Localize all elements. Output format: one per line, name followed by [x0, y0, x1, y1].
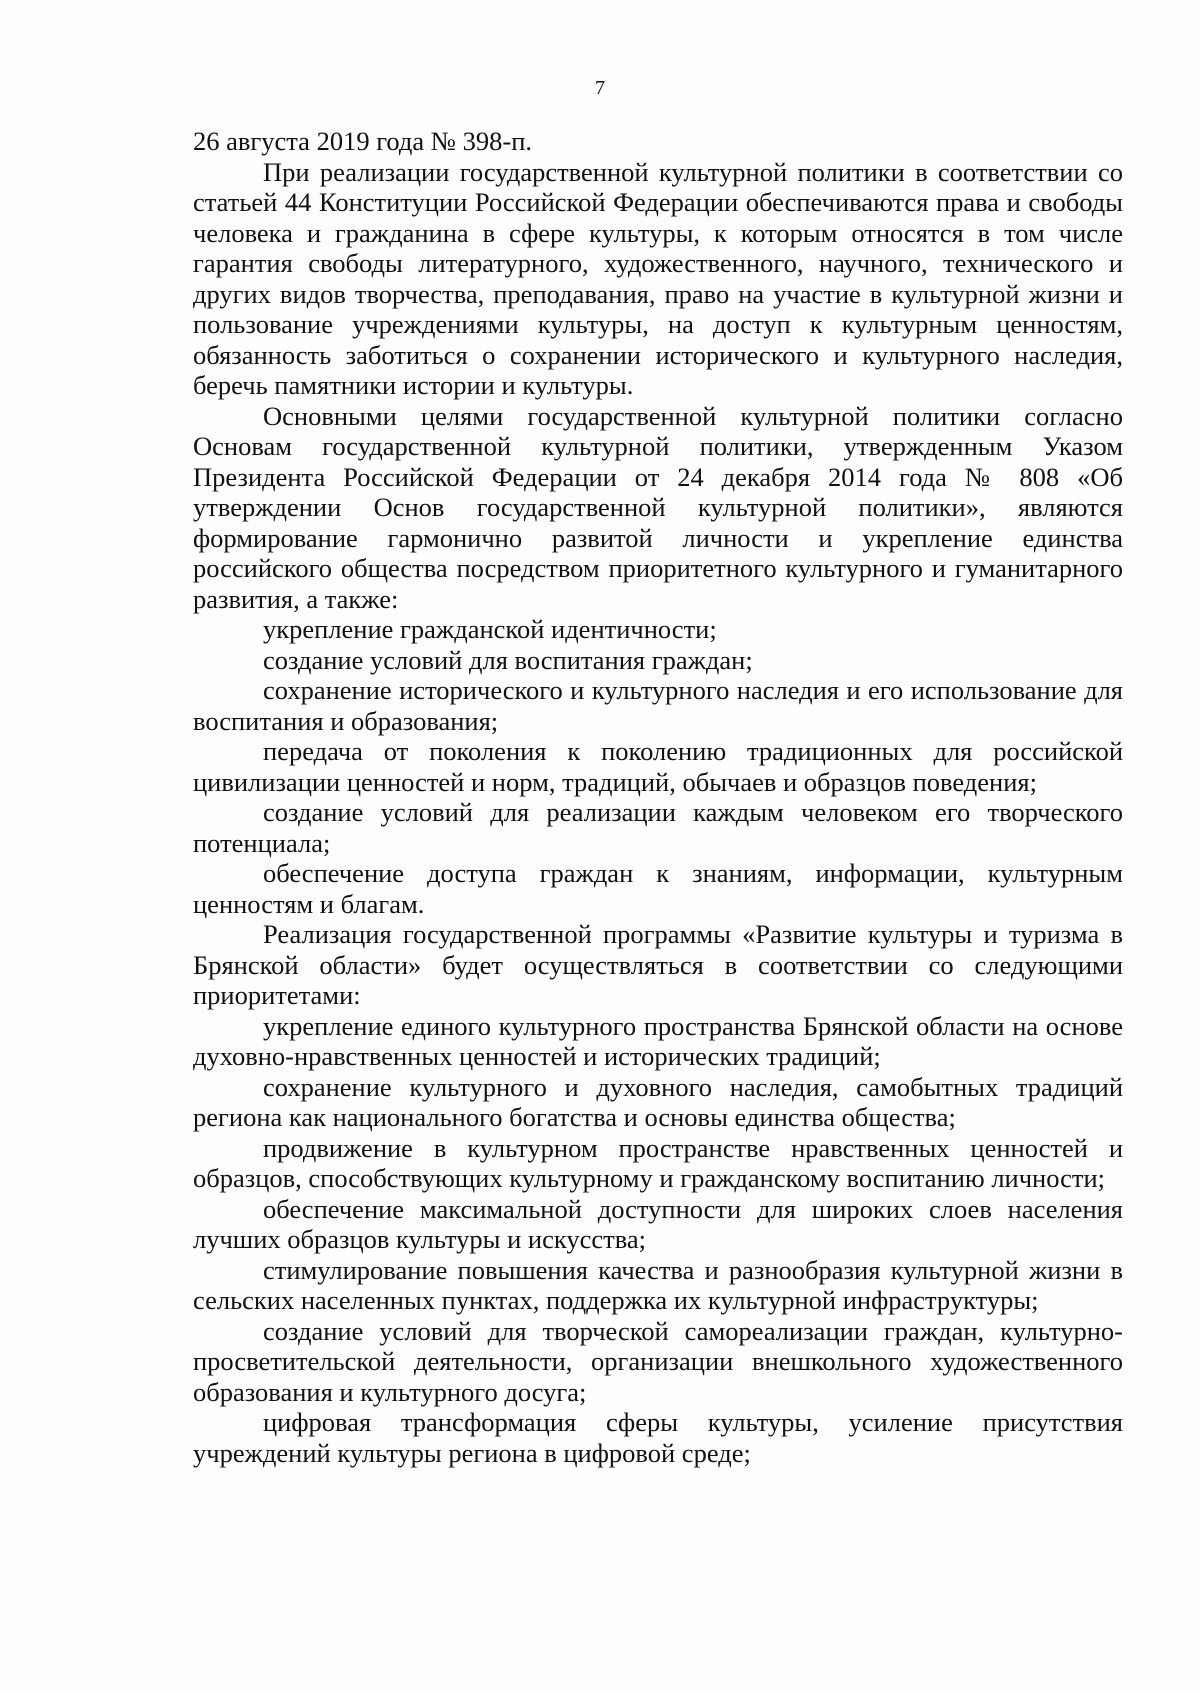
list-item: укрепление единого культурного пространства Брянской области на основе духовно-нравственных ценностей и исторических традиций;: [193, 1010, 1123, 1071]
priorities-list: [193, 1011, 1123, 1469]
goals-list: [193, 614, 1123, 919]
list-item: создание условий для воспитания граждан;: [263, 644, 753, 675]
paragraph-constitution: При реализации государственной культурной политики в соответствии со статьей 44 Конституции Российской Федерации обеспечиваются права и свободы человека и гражданина в сфере культуры, к которым относятся в том числе гарантия свободы литературного, художественного, научного, технического и других видов творчества, преподавания, право на участие в культурной жизни и пользование учреждениями культуры, на доступ к культурным ценностям, обязанность заботиться о сохранении исторического и культурного наследия, беречь памятники истории и культуры.: [193, 156, 1123, 400]
paragraph-policy-goals: Основными целями государственной культурной политики согласно Основам государственной культурной политики, утвержденным Указом Президента Российской Федерации от 24 декабря 2014 года № 808 «Об утверждении Основ государственной культурной политики», являются формирование гармонично развитой личности и укрепление единства российского общества посредством приоритетного культурного и гуманитарного развития, а также:: [193, 400, 1123, 614]
list-item: сохранение исторического и культурного наследия и его использование для воспитания и образования;: [193, 675, 1123, 736]
list-item: обеспечение максимальной доступности для широких слоев населения лучших образцов культуры и искусства;: [193, 1193, 1123, 1254]
paragraph-program-priorities: Реализация государственной программы «Развитие культуры и туризма в Брянской области» будет осуществляться в соответствии со следующими приоритетами:: [193, 919, 1123, 1010]
list-item: создание условий для реализации каждым человеком его творческого потенциала;: [193, 797, 1123, 858]
list-item: продвижение в культурном пространстве нравственных ценностей и образцов, способствующих культурному и гражданскому воспитанию личности;: [193, 1132, 1123, 1193]
list-item: передача от поколения к поколению традиционных для российской цивилизации ценностей и норм, традиций, обычаев и образцов поведения;: [193, 736, 1123, 797]
list-item: укрепление гражданской идентичности;: [263, 614, 717, 644]
continuation-line: 26 августа 2019 года № 398-п.: [193, 126, 533, 156]
list-item: сохранение культурного и духовного наследия, самобытных традиций региона как национального богатства и основы единства общества;: [193, 1071, 1123, 1132]
list-item: стимулирование повышения качества и разнообразия культурной жизни в сельских населенных пунктах, поддержка их культурной инфраструктуры;: [193, 1254, 1123, 1315]
list-item: обеспечение доступа граждан к знаниям, информации, культурным ценностям и благам.: [193, 858, 1123, 919]
list-item: цифровая трансформация сферы культуры, усиление присутствия учреждений культуры региона в цифровой среде;: [193, 1407, 1123, 1468]
list-item: создание условий для творческой самореализации граждан, культурно-просветительской деятельности, организации внешкольного художественного образования и культурного досуга;: [193, 1315, 1123, 1407]
page-number: 7: [595, 77, 605, 99]
document-body: [193, 126, 1123, 1468]
